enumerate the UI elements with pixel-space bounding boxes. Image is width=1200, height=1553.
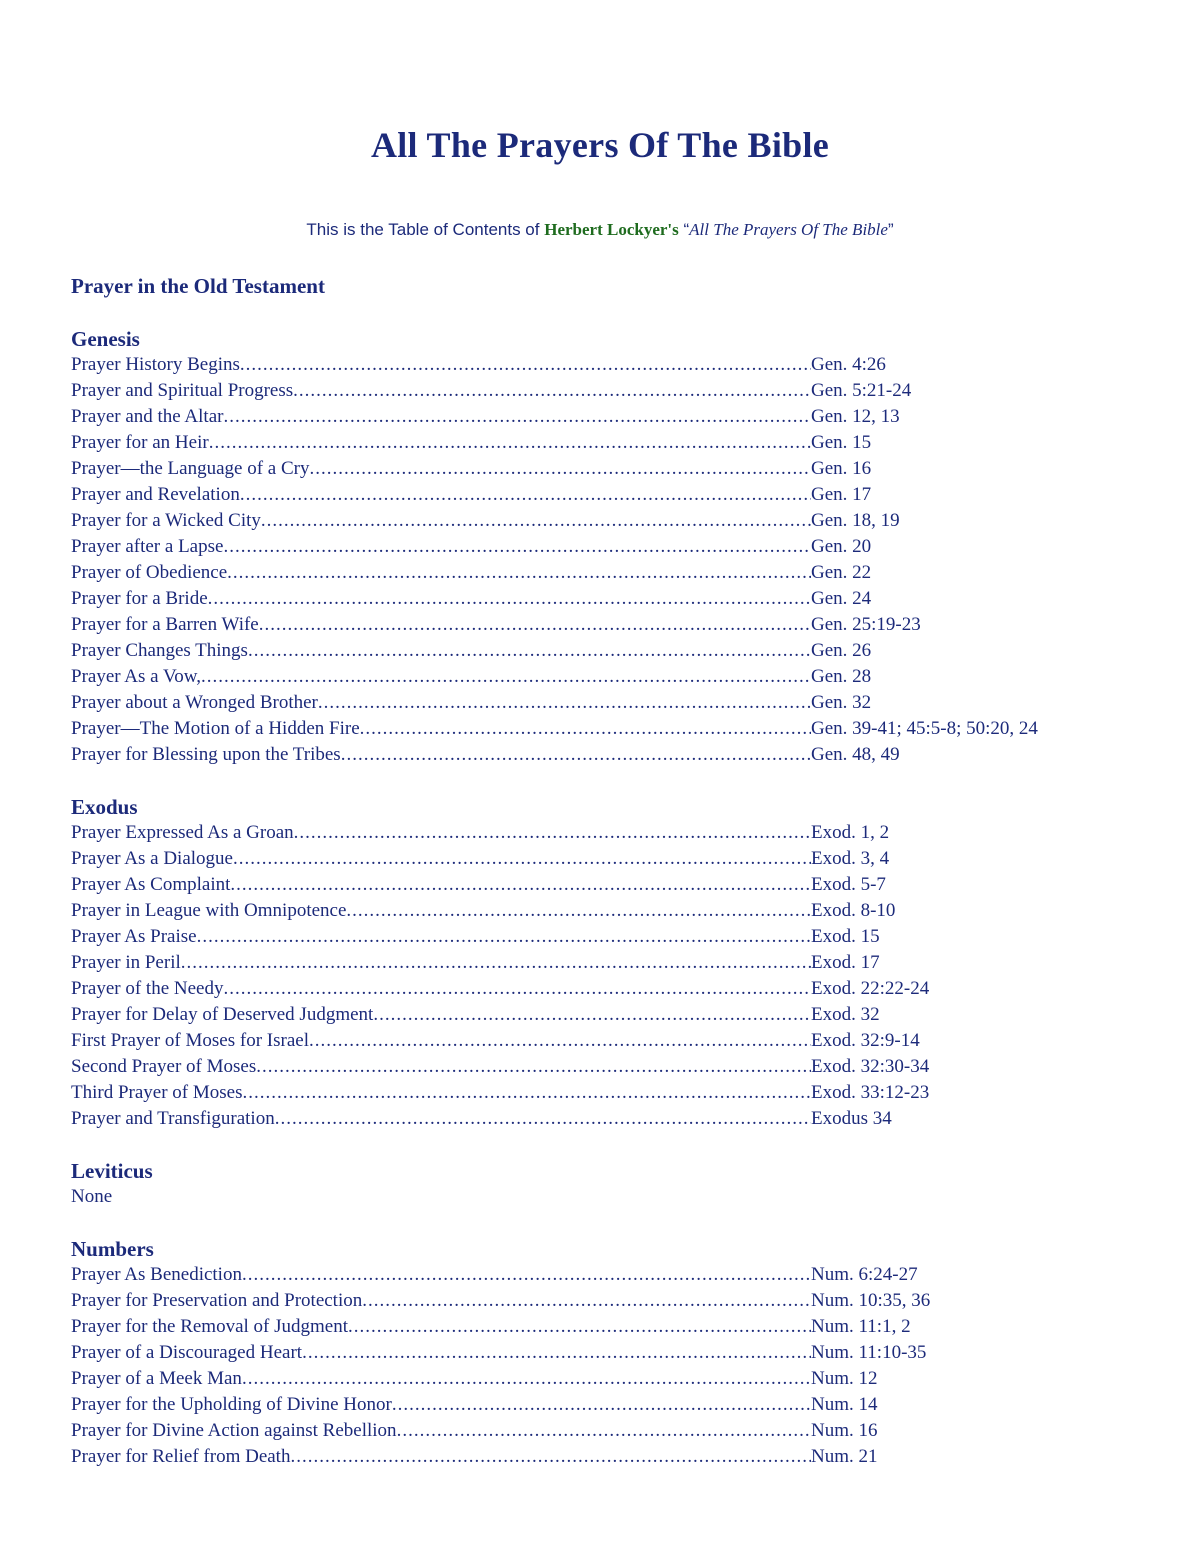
entry-title: Prayer As a Dialogue ..... [71,846,811,872]
toc-entry [71,482,1131,508]
entry-reference: Exod. 17 [811,952,880,973]
toc-entry [71,820,1131,846]
section-heading: Exodus [71,795,138,819]
toc-entry [71,846,1131,872]
entry-reference: Gen. 20 [811,536,872,557]
section-genesis [71,326,1131,768]
document-subtitle [0,220,1200,240]
entry-title: Third Prayer of Moses ..... [71,1080,811,1106]
entry-title: Prayer for the Removal of Judgment ..... [71,1314,811,1340]
entry-reference: Gen. 4:26 [811,354,886,375]
toc-entry [71,1106,1131,1132]
toc-entry [71,1418,1131,1444]
entry-title: Prayer—the Language of a Cry ..... [71,456,811,482]
toc-entry [71,638,1131,664]
entry-reference: Exod. 3, 4 [811,848,890,869]
entry-reference: Num. 10:35, 36 [811,1290,931,1311]
toc-entry [71,612,1131,638]
toc-entry [71,1392,1131,1418]
section-heading: Leviticus [71,1159,153,1183]
entry-title: Prayer for a Barren Wife ..... [71,612,811,638]
toc-entry [71,1444,1131,1470]
entry-title: Prayer for a Wicked City ..... [71,508,811,534]
entry-reference: Exod. 32 [811,1004,880,1025]
entry-reference: Exod. 32:9-14 [811,1030,920,1051]
entry-title: Prayer of Obedience ..... [71,560,811,586]
toc-entry [71,976,1131,1002]
section-heading: Genesis [71,327,140,351]
toc-entry [71,924,1131,950]
subtitle-close-quote: ” [887,220,894,239]
entry-reference: Num. 16 [811,1420,878,1441]
document-title: All The Prayers Of The Bible [370,125,830,165]
entry-reference: Gen. 26 [811,640,872,661]
entry-reference: Exodus 34 [811,1108,892,1129]
entry-title: Prayer—The Motion of a Hidden Fire ..... [71,716,811,742]
entry-title: Prayer of a Discouraged Heart ..... [71,1340,811,1366]
toc-entry [71,716,1131,742]
toc-entry [71,352,1131,378]
toc-entry [71,404,1131,430]
toc-entry [71,690,1131,716]
entry-title: Prayer of a Meek Man ..... [71,1366,811,1392]
entry-reference: Gen. 12, 13 [811,406,900,427]
entry-reference: Exod. 33:12-23 [811,1082,930,1103]
part-heading: Prayer in the Old Testament [71,274,325,298]
entry-title: Prayer for Blessing upon the Tribes ..... [71,742,811,768]
entry-title: Prayer As a Vow, ..... [71,664,811,690]
entry-reference: Gen. 17 [811,484,872,505]
entry-title: Prayer Changes Things ..... [71,638,811,664]
entry-title: Prayer for the Upholding of Divine Honor ..... [71,1392,811,1418]
entry-title: Prayer and the Altar ..... [71,404,811,430]
entry-reference: Gen. 15 [811,432,872,453]
entry-list [71,1262,1131,1470]
toc-entry [71,1002,1131,1028]
entry-title: Prayer and Transfiguration ..... [71,1106,811,1132]
section-leviticus [71,1158,1131,1210]
toc-entry [71,664,1131,690]
entry-reference: Gen. 16 [811,458,872,479]
entry-reference: Gen. 25:19-23 [811,614,921,635]
none-text: None [71,1186,113,1207]
entry-title: Second Prayer of Moses ..... [71,1054,811,1080]
toc-entry [71,586,1131,612]
section-numbers [71,1236,1131,1470]
toc-entry [71,872,1131,898]
table-of-contents [71,272,1131,1496]
entry-reference: Gen. 22 [811,562,872,583]
entry-reference: Exod. 32:30-34 [811,1056,930,1077]
entry-title: Prayer As Complaint ..... [71,872,811,898]
entry-title: Prayer after a Lapse ..... [71,534,811,560]
entry-reference: Gen. 24 [811,588,872,609]
toc-entry [71,456,1131,482]
entry-reference: Exod. 15 [811,926,880,947]
entry-reference: Gen. 32 [811,692,872,713]
subtitle-book-title: All The Prayers Of The Bible [689,220,888,239]
entry-title: Prayer in Peril ..... [71,950,811,976]
entry-reference: Gen. 39-41; 45:5-8; 50:20, 24 [811,718,1038,739]
toc-entry [71,508,1131,534]
toc-entry [71,742,1131,768]
toc-entry [71,560,1131,586]
toc-entry [71,378,1131,404]
entry-reference: Exod. 5-7 [811,874,886,895]
section-heading: Numbers [71,1237,154,1261]
entry-reference: Gen. 5:21-24 [811,380,912,401]
entry-reference: Exod. 1, 2 [811,822,890,843]
entry-title: Prayer Expressed As a Groan ..... [71,820,811,846]
subtitle-open-quote: “ [678,220,690,239]
entry-list [71,352,1131,768]
toc-entry [71,1340,1131,1366]
entry-title: Prayer for Delay of Deserved Judgment ..... [71,1002,811,1028]
entry-title: Prayer History Begins ..... [71,352,811,378]
entry-title: First Prayer of Moses for Israel ..... [71,1028,811,1054]
subtitle-author: Herbert Lockyer's [544,220,679,239]
entry-reference: Gen. 18, 19 [811,510,900,531]
entry-reference: Num. 14 [811,1394,878,1415]
entry-title: Prayer As Praise ..... [71,924,811,950]
entry-reference: Num. 11:1, 2 [811,1316,911,1337]
toc-entry [71,1366,1131,1392]
entry-reference: Num. 11:10-35 [811,1342,927,1363]
entry-title: Prayer As Benediction ..... [71,1262,811,1288]
entry-title: Prayer and Spiritual Progress ..... [71,378,811,404]
entry-list [71,820,1131,1132]
toc-entry [71,898,1131,924]
toc-entry [71,950,1131,976]
toc-entry [71,1288,1131,1314]
subtitle-prefix: This is the Table of Contents of [306,220,545,239]
entry-title: Prayer for Relief from Death ..... [71,1444,811,1470]
toc-entry [71,1080,1131,1106]
entry-reference: Num. 12 [811,1368,878,1389]
toc-entry [71,1028,1131,1054]
entry-title: Prayer for Divine Action against Rebellion ..... [71,1418,811,1444]
toc-entry [71,1262,1131,1288]
section-exodus [71,794,1131,1132]
toc-entry [71,1314,1131,1340]
toc-entry [71,430,1131,456]
entry-title: Prayer in League with Omnipotence ..... [71,898,811,924]
entry-title: Prayer of the Needy ..... [71,976,811,1002]
entry-reference: Gen. 28 [811,666,872,687]
entry-title: Prayer for an Heir ..... [71,430,811,456]
entry-reference: Num. 6:24-27 [811,1264,918,1285]
entry-title: Prayer for a Bride ..... [71,586,811,612]
entry-title: Prayer about a Wronged Brother ..... [71,690,811,716]
entry-reference: Exod. 8-10 [811,900,896,921]
entry-reference: Gen. 48, 49 [811,744,900,765]
entry-title: Prayer for Preservation and Protection ..... [71,1288,811,1314]
toc-entry [71,1054,1131,1080]
entry-reference: Num. 21 [811,1446,878,1467]
toc-entry [71,534,1131,560]
entry-title: Prayer and Revelation ..... [71,482,811,508]
entry-reference: Exod. 22:22-24 [811,978,930,999]
